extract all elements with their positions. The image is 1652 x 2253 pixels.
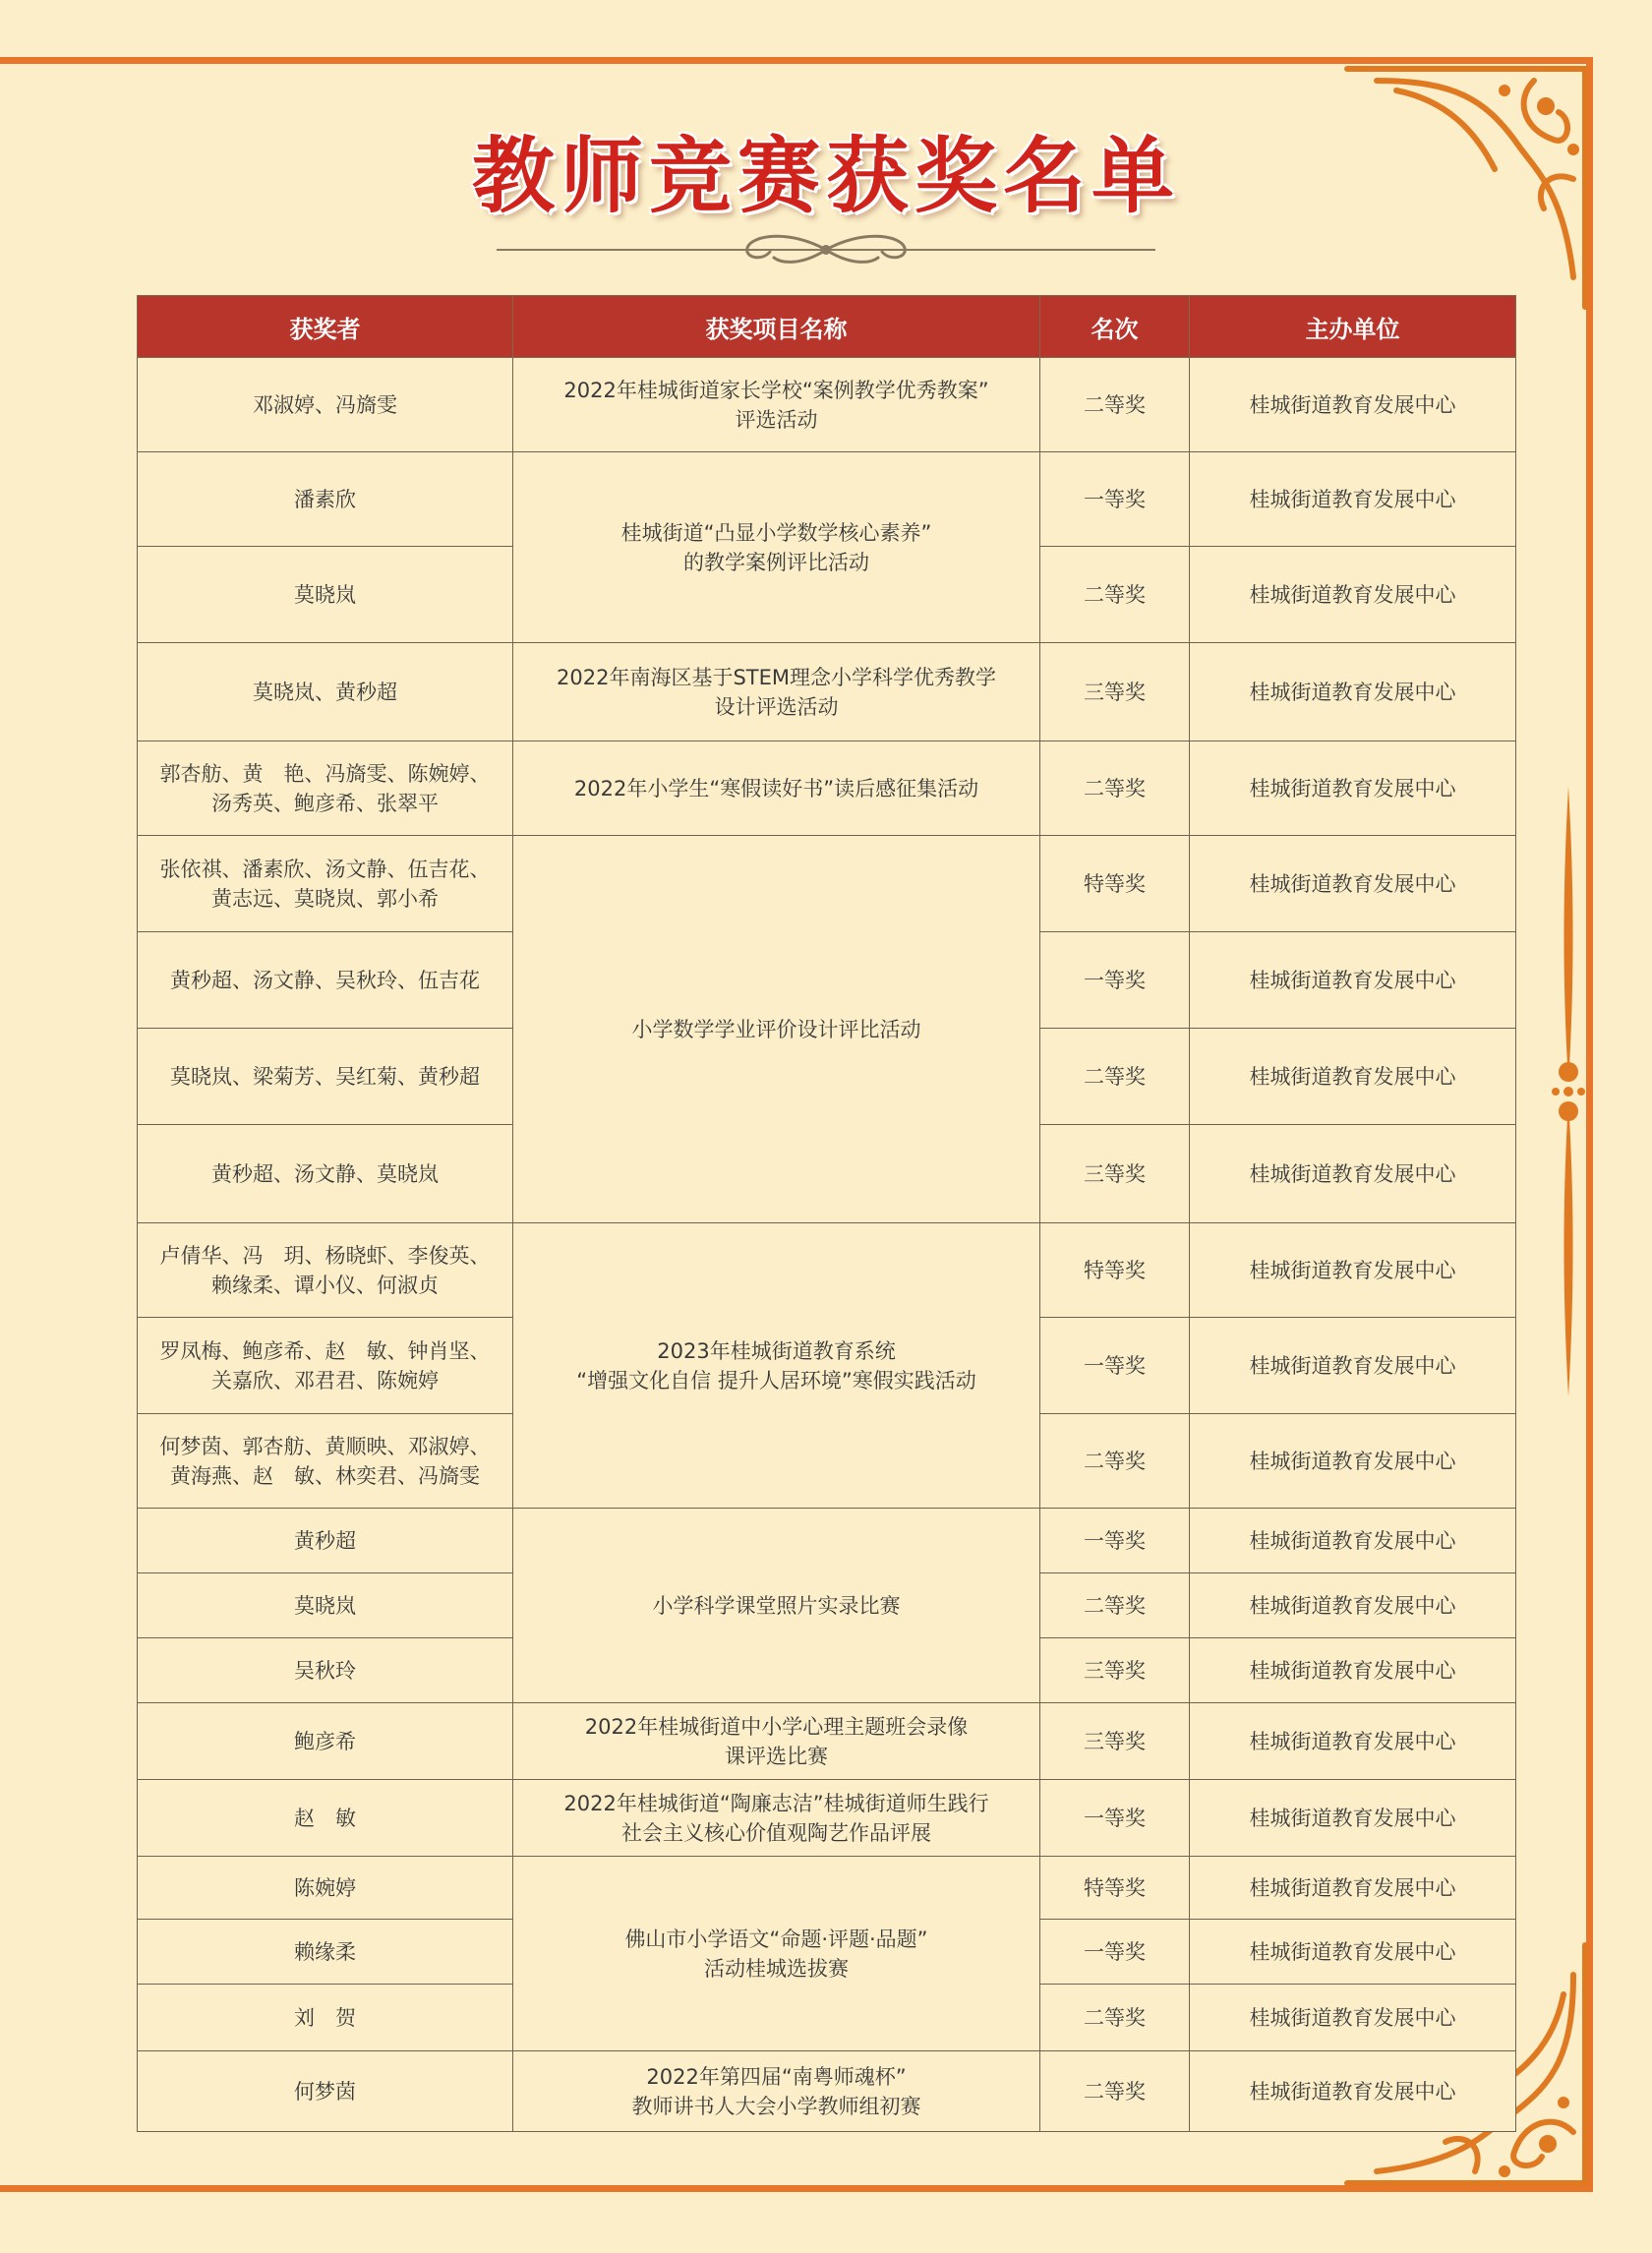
project-cell: 2022年南海区基于STEM理念小学科学优秀教学 设计评选活动 bbox=[513, 643, 1040, 741]
winner-cell: 罗凤梅、鲍彦希、赵 敏、钟肖坚、 关嘉欣、邓君君、陈婉婷 bbox=[138, 1318, 513, 1414]
winner-cell: 吴秋玲 bbox=[138, 1638, 513, 1703]
project-cell: 小学数学学业评价设计评比活动 bbox=[513, 836, 1040, 1223]
page-title: 教师竞赛获奖名单 bbox=[471, 128, 1180, 224]
winner-cell: 邓淑婷、冯旖雯 bbox=[138, 358, 513, 452]
rank-cell: 三等奖 bbox=[1040, 1125, 1190, 1223]
project-cell: 2022年小学生“寒假读好书”读后感征集活动 bbox=[513, 741, 1040, 836]
organizer-cell: 桂城街道教育发展中心 bbox=[1190, 2051, 1516, 2132]
rank-cell: 二等奖 bbox=[1040, 1029, 1190, 1125]
rank-cell: 二等奖 bbox=[1040, 358, 1190, 452]
awards-table bbox=[137, 295, 1516, 2132]
winner-cell: 郭杏舫、黄 艳、冯旖雯、陈婉婷、 汤秀英、鲍彦希、张翠平 bbox=[138, 741, 513, 836]
project-cell: 2022年第四届“南粤师魂杯” 教师讲书人大会小学教师组初赛 bbox=[513, 2051, 1040, 2132]
rank-cell: 二等奖 bbox=[1040, 2051, 1190, 2132]
rank-cell: 三等奖 bbox=[1040, 643, 1190, 741]
rank-cell: 二等奖 bbox=[1040, 1414, 1190, 1509]
organizer-cell: 桂城街道教育发展中心 bbox=[1190, 547, 1516, 643]
project-cell: 2022年桂城街道家长学校“案例教学优秀教案” 评选活动 bbox=[513, 358, 1040, 452]
organizer-cell: 桂城街道教育发展中心 bbox=[1190, 1638, 1516, 1703]
organizer-cell: 桂城街道教育发展中心 bbox=[1190, 1857, 1516, 1920]
rank-cell: 特等奖 bbox=[1040, 1857, 1190, 1920]
header-project: 获奖项目名称 bbox=[513, 296, 1040, 358]
winner-cell: 赖缘柔 bbox=[138, 1920, 513, 1985]
title-divider-ornament bbox=[497, 228, 1155, 267]
project-cell: 2022年桂城街道“陶廉志洁”桂城街道师生践行 社会主义核心价值观陶艺作品评展 bbox=[513, 1780, 1040, 1857]
organizer-cell: 桂城街道教育发展中心 bbox=[1190, 358, 1516, 452]
organizer-cell: 桂城街道教育发展中心 bbox=[1190, 1703, 1516, 1780]
organizer-cell: 桂城街道教育发展中心 bbox=[1190, 1223, 1516, 1318]
organizer-cell: 桂城街道教育发展中心 bbox=[1190, 932, 1516, 1029]
table-row bbox=[138, 1857, 1516, 1920]
rank-cell: 三等奖 bbox=[1040, 1703, 1190, 1780]
winner-cell: 莫晓岚 bbox=[138, 1573, 513, 1638]
rank-cell: 三等奖 bbox=[1040, 1638, 1190, 1703]
project-cell: 2023年桂城街道教育系统 “增强文化自信 提升人居环境”寒假实践活动 bbox=[513, 1223, 1040, 1509]
organizer-cell: 桂城街道教育发展中心 bbox=[1190, 1985, 1516, 2051]
header-organizer: 主办单位 bbox=[1190, 296, 1516, 358]
winner-cell: 黄秒超、汤文静、莫晓岚 bbox=[138, 1125, 513, 1223]
rank-cell: 一等奖 bbox=[1040, 932, 1190, 1029]
side-ornament bbox=[1546, 787, 1591, 1396]
winner-cell: 莫晓岚、黄秒超 bbox=[138, 643, 513, 741]
organizer-cell: 桂城街道教育发展中心 bbox=[1190, 836, 1516, 932]
winner-cell: 张依祺、潘素欣、汤文静、伍吉花、 黄志远、莫晓岚、郭小希 bbox=[138, 836, 513, 932]
organizer-cell: 桂城街道教育发展中心 bbox=[1190, 1920, 1516, 1985]
winner-cell: 何梦茵、郭杏舫、黄顺映、邓淑婷、 黄海燕、赵 敏、林奕君、冯旖雯 bbox=[138, 1414, 513, 1509]
organizer-cell: 桂城街道教育发展中心 bbox=[1190, 1573, 1516, 1638]
rank-cell: 二等奖 bbox=[1040, 741, 1190, 836]
table-row bbox=[138, 1509, 1516, 1573]
rank-cell: 一等奖 bbox=[1040, 1920, 1190, 1985]
organizer-cell: 桂城街道教育发展中心 bbox=[1190, 741, 1516, 836]
rank-cell: 一等奖 bbox=[1040, 1780, 1190, 1857]
winner-cell: 卢倩华、冯 玥、杨晓虾、李俊英、 赖缘柔、谭小仪、何淑贞 bbox=[138, 1223, 513, 1318]
header-rank: 名次 bbox=[1040, 296, 1190, 358]
winner-cell: 鲍彦希 bbox=[138, 1703, 513, 1780]
table-row bbox=[138, 836, 1516, 932]
header-winner: 获奖者 bbox=[138, 296, 513, 358]
table-row bbox=[138, 452, 1516, 547]
winner-cell: 黄秒超、汤文静、吴秋玲、伍吉花 bbox=[138, 932, 513, 1029]
project-cell: 2022年桂城街道中小学心理主题班会录像 课评选比赛 bbox=[513, 1703, 1040, 1780]
rank-cell: 一等奖 bbox=[1040, 452, 1190, 547]
winner-cell: 黄秒超 bbox=[138, 1509, 513, 1573]
organizer-cell: 桂城街道教育发展中心 bbox=[1190, 1414, 1516, 1509]
project-cell: 桂城街道“凸显小学数学核心素养” 的教学案例评比活动 bbox=[513, 452, 1040, 643]
project-cell: 小学科学课堂照片实录比赛 bbox=[513, 1509, 1040, 1703]
organizer-cell: 桂城街道教育发展中心 bbox=[1190, 452, 1516, 547]
table-row bbox=[138, 2051, 1516, 2132]
winner-cell: 赵 敏 bbox=[138, 1780, 513, 1857]
table-row bbox=[138, 741, 1516, 836]
rank-cell: 特等奖 bbox=[1040, 836, 1190, 932]
project-cell: 佛山市小学语文“命题·评题·品题” 活动桂城选拔赛 bbox=[513, 1857, 1040, 2051]
winner-cell: 莫晓岚 bbox=[138, 547, 513, 643]
winner-cell: 莫晓岚、梁菊芳、吴红菊、黄秒超 bbox=[138, 1029, 513, 1125]
rank-cell: 二等奖 bbox=[1040, 1573, 1190, 1638]
table-row bbox=[138, 358, 1516, 452]
rank-cell: 二等奖 bbox=[1040, 1985, 1190, 2051]
table-row bbox=[138, 1780, 1516, 1857]
winner-cell: 陈婉婷 bbox=[138, 1857, 513, 1920]
rank-cell: 特等奖 bbox=[1040, 1223, 1190, 1318]
organizer-cell: 桂城街道教育发展中心 bbox=[1190, 643, 1516, 741]
rank-cell: 二等奖 bbox=[1040, 547, 1190, 643]
table-row bbox=[138, 1703, 1516, 1780]
winner-cell: 何梦茵 bbox=[138, 2051, 513, 2132]
rank-cell: 一等奖 bbox=[1040, 1509, 1190, 1573]
organizer-cell: 桂城街道教育发展中心 bbox=[1190, 1125, 1516, 1223]
table-header-row bbox=[138, 296, 1516, 358]
organizer-cell: 桂城街道教育发展中心 bbox=[1190, 1029, 1516, 1125]
organizer-cell: 桂城街道教育发展中心 bbox=[1190, 1780, 1516, 1857]
winner-cell: 刘 贺 bbox=[138, 1985, 513, 2051]
table-row bbox=[138, 1223, 1516, 1318]
rank-cell: 一等奖 bbox=[1040, 1318, 1190, 1414]
organizer-cell: 桂城街道教育发展中心 bbox=[1190, 1509, 1516, 1573]
winner-cell: 潘素欣 bbox=[138, 452, 513, 547]
table-row bbox=[138, 643, 1516, 741]
organizer-cell: 桂城街道教育发展中心 bbox=[1190, 1318, 1516, 1414]
